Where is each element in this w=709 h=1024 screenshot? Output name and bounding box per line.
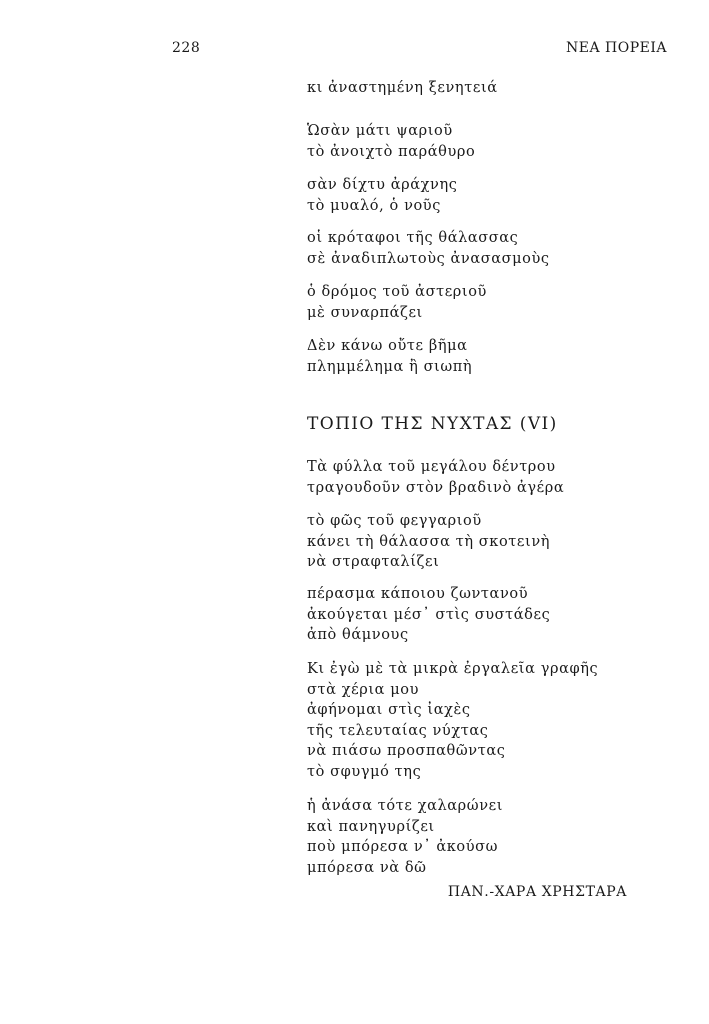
poem-line: Δὲν κάνω οὔτε βῆμα <box>307 338 468 354</box>
stanza <box>307 175 457 216</box>
poem-line: Ὡσὰν μάτι ψαριοῦ <box>307 123 453 139</box>
poem-line: τὸ σφυγμό της <box>307 763 422 780</box>
poem-line: ἡ ἀνάσα τότε χαλαρώνει <box>307 798 504 814</box>
stanza <box>307 78 498 99</box>
poem-line: Τὰ φύλλα τοῦ μεγάλου δέντρου <box>307 459 556 475</box>
running-header-title: ΝΕΑ ΠΟΡΕΙΑ <box>566 40 667 56</box>
poem-title: ΤΟΠΙΟ ΤΗΣ ΝΥΧΤΑΣ (VI) <box>307 414 558 434</box>
poem-line: κάνει τὴ θάλασσα τὴ σκοτεινὴ <box>307 533 551 550</box>
poem-line: νὰ στραφταλίζει <box>307 554 440 570</box>
poem-line: σὰν δίχτυ ἀράχνης <box>307 177 458 193</box>
stanza <box>307 796 503 878</box>
poem-line: καὶ πανηγυρίζει <box>307 818 435 835</box>
poem-line: μπόρεσα νὰ δῶ <box>307 859 427 876</box>
poem-line: ὁ δρόμος τοῦ ἀστεριοῦ <box>307 284 487 300</box>
poem-line: πέρασμα κάποιου ζωντανοῦ <box>307 586 529 602</box>
poem-line: τῆς τελευταίας νύχτας <box>307 722 489 739</box>
page-number: 228 <box>172 40 201 56</box>
stanza <box>307 336 472 377</box>
poem-line: ποὺ μπόρεσα ν᾽ ἀκούσω <box>307 839 499 855</box>
poem-line: τὸ φῶς τοῦ φεγγαριοῦ <box>307 513 482 529</box>
poem-line: τὸ ἀνοιχτὸ παράθυρο <box>307 143 476 160</box>
stanza <box>307 457 564 498</box>
poem-line: ἀκούγεται μέσ᾽ στὶς συστάδες <box>307 606 551 623</box>
poem-line: ἀφήνομαι στὶς ἰαχὲς <box>307 702 471 718</box>
poem-line: Κι ἐγὼ μὲ τὰ μικρὰ ἐργαλεῖα γραφῆς <box>307 661 599 677</box>
stanza <box>307 659 598 782</box>
stanza <box>307 511 550 573</box>
poem-line: σὲ ἀναδιπλωτοὺς ἀνασασμοὺς <box>307 250 550 267</box>
stanza <box>307 282 487 323</box>
stanza <box>307 584 550 646</box>
poem-line: οἱ κρόταφοι τῆς θάλασσας <box>307 230 519 246</box>
poem-line: κι ἀναστημένη ξενητειά <box>307 80 498 96</box>
author-signature: ΠΑΝ.-ΧΑΡΑ ΧΡΗΣΤΑΡΑ <box>447 884 627 900</box>
stanza <box>307 228 550 269</box>
poem-line: πλημμέλημα ἢ σιωπὴ <box>307 358 473 375</box>
poem-line: τραγουδοῦν στὸν βραδινὸ ἀγέρα <box>307 479 565 496</box>
stanza <box>307 121 475 162</box>
poem-line: νὰ πιάσω προσπαθῶντας <box>307 743 506 759</box>
poem-line: στὰ χέρια μου <box>307 681 419 698</box>
poem-line: μὲ συναρπάζει <box>307 304 423 321</box>
poem-line: ἀπὸ θάμνους <box>307 627 409 643</box>
poem-line: τὸ μυαλό, ὁ νοῦς <box>307 197 441 214</box>
